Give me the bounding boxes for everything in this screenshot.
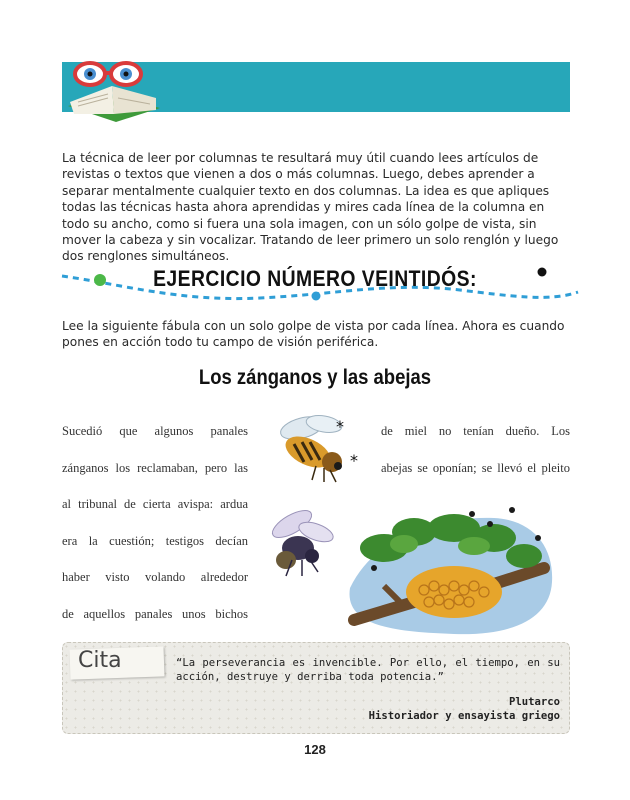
- exercise-title: EJERCICIO NÚMERO VEINTIDÓS:: [153, 266, 477, 291]
- svg-text:*: *: [350, 451, 358, 470]
- bumblebee-icon: [262, 502, 344, 582]
- fable-right-column: [381, 424, 570, 497]
- fable-line: de miel no tenían dueño. Los: [381, 424, 570, 438]
- fable-line: haber visto volando alrededor: [62, 570, 248, 584]
- fable-title: Los zánganos y las abejas: [198, 366, 432, 389]
- honeybee-icon: [272, 410, 372, 485]
- blue-dot-icon: [312, 292, 321, 301]
- fable-line: Sucedió que algunos panales: [62, 424, 248, 438]
- quote-author-role: Historiador y ensayista griego: [368, 710, 560, 722]
- fable-line: de aquellos panales unos bichos: [62, 606, 248, 621]
- quote-attribution: [300, 695, 560, 723]
- exercise-instruction: Lee la siguiente fábula con un solo golpe de vista por cada línea. Ahora es cuando pones en acción todo tu campo de visión periférica.: [62, 319, 565, 350]
- page-subtitle: Distribución de texto tipo revista: [152, 26, 466, 45]
- page-number: 128: [304, 742, 326, 757]
- fable-line: zánganos los reclamaban, pero las: [62, 460, 248, 475]
- quote-author: Plutarco: [508, 696, 560, 708]
- intro-paragraph: La técnica de leer por columnas te resultará muy útil cuando lees artículos de revistas o textos que vienen a dos o más columnas. Luego, debes aprender a separar mentalmente cualquier texto en dos columnas. La idea es que apliques todas las técnicas hasta ahora aprendidas y mires cada línea de la columna en todo su ancho, como si fuera una sola imagen, con un sólo golpe de vista, sin mover la cabeza y sin vocalizar. Tratando de leer primero un solo renglón y luego dos renglones simultáneos.: [62, 151, 559, 264]
- quote-text: “La perseverancia es invencible. Por ello, el tiempo, en su acción, destruye y derriba toda potencia.”: [176, 657, 560, 683]
- fable-line: al tribunal de cierta avispa: ardua: [62, 497, 248, 511]
- fable-line: abejas se oponían; se llevó el pleito: [381, 460, 570, 475]
- svg-text:*: *: [336, 417, 344, 436]
- fable-left-column: [62, 424, 248, 643]
- fable-line: era la cuestión; testigos decían: [62, 533, 248, 548]
- beehive-branch-illustration: [344, 498, 558, 638]
- page-title: TÉCNICA DE LECTURA NÚMERO 8:: [136, 2, 482, 23]
- quote-label: Cita: [78, 648, 122, 673]
- book-with-glasses-icon: [60, 56, 170, 126]
